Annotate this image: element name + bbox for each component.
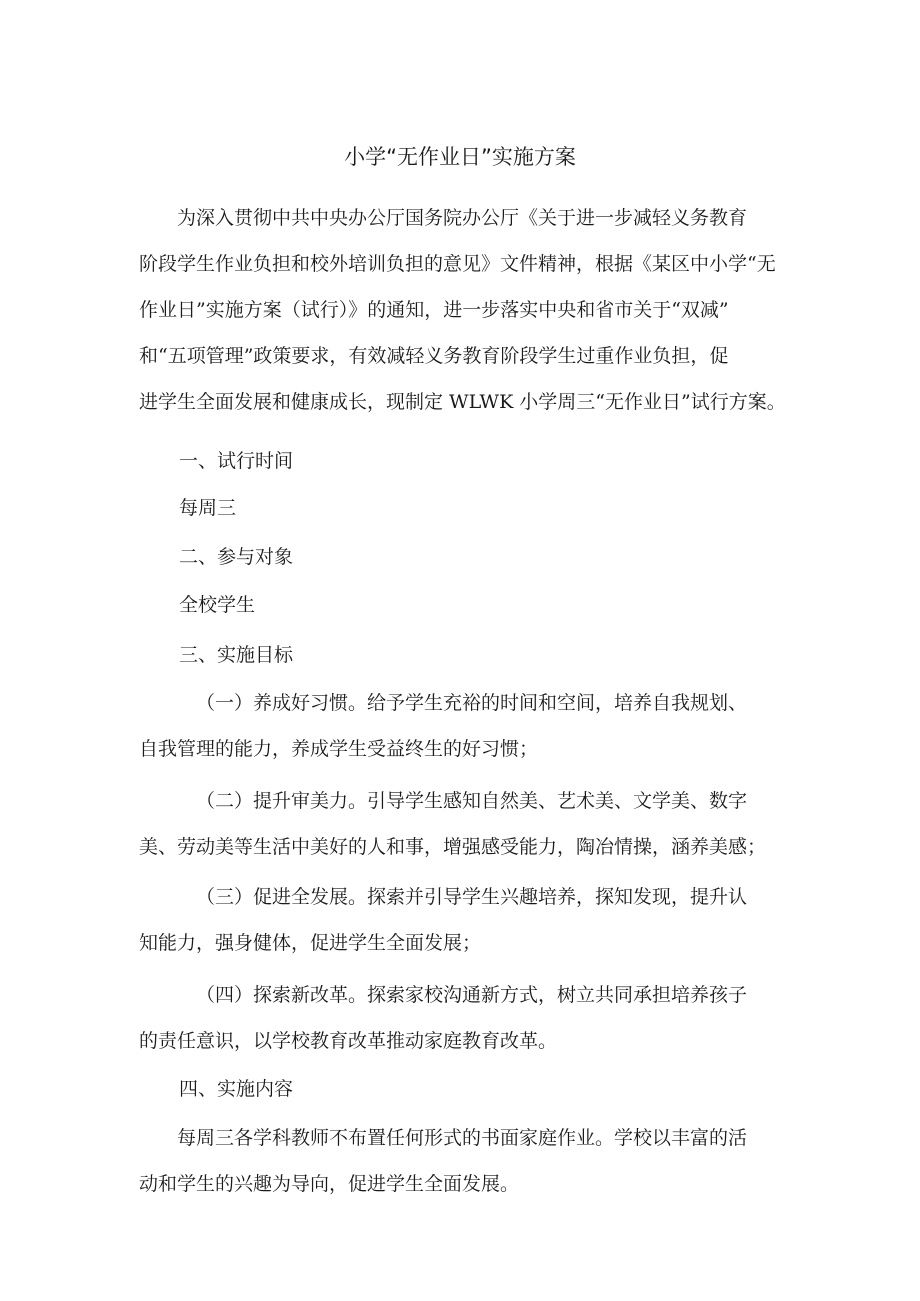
goal-line: 知能力，强身健体，促进学生全面发展； <box>139 932 482 954</box>
section-body-time: 每周三 <box>179 497 237 519</box>
document-title: 小学“无作业日”实施方案 <box>344 145 576 169</box>
section-heading-time: 一、试行时间 <box>179 450 294 472</box>
content-line: 动和学生的兴趣为导向，促进学生全面发展。 <box>139 1173 520 1195</box>
goal-line: （一）养成好习惯。给予学生充裕的时间和空间，培养自我规划、 <box>196 692 748 714</box>
intro-line: 为深入贯彻中共中央办公厅国务院办公厅《关于进一步减轻义务教育 <box>177 207 748 229</box>
content-paragraph <box>139 1115 789 1207</box>
content-line: 每周三各学科教师不布置任何形式的书面家庭作业。学校以丰富的活 <box>177 1127 748 1149</box>
goal-line: （四）探索新改革。探索家校沟通新方式，树立共同承担培养孩子 <box>196 984 748 1006</box>
goal-item-4 <box>139 972 789 1064</box>
section-body-target: 全校学生 <box>179 594 256 616</box>
section-heading-goals: 三、实施目标 <box>179 644 294 666</box>
intro-line: 和“五项管理”政策要求，有效减轻义务教育阶段学生过重作业负担，促 <box>139 345 729 367</box>
intro-line: 作业日”实施方案（试行）》的通知，进一步落实中央和省市关于“双减” <box>139 299 729 321</box>
section-heading-content: 四、实施内容 <box>179 1078 294 1100</box>
goal-item-1 <box>139 680 789 772</box>
goal-item-2 <box>139 778 789 870</box>
intro-paragraph <box>139 195 789 425</box>
goal-line: 自我管理的能力，养成学生受益终生的好习惯； <box>139 738 539 760</box>
intro-line: 进学生全面发展和健康成长，现制定 WLWK 小学周三“无作业日”试行方案。 <box>139 391 786 413</box>
goal-line: 美、劳动美等生活中美好的人和事，增强感受能力，陶冶情操，涵养美感； <box>139 836 767 858</box>
goal-line: （二）提升审美力。引导学生感知自然美、艺术美、文学美、数字 <box>196 790 748 812</box>
section-heading-target: 二、参与对象 <box>179 546 294 568</box>
goal-line: 的责任意识，以学校教育改革推动家庭教育改革。 <box>139 1030 558 1052</box>
intro-line: 阶段学生作业负担和校外培训负担的意见》文件精神，根据《某区中小学“无 <box>139 253 776 275</box>
goal-line: （三）促进全发展。探索并引导学生兴趣培养，探知发现，提升认 <box>196 886 748 908</box>
goal-item-3 <box>139 874 789 966</box>
